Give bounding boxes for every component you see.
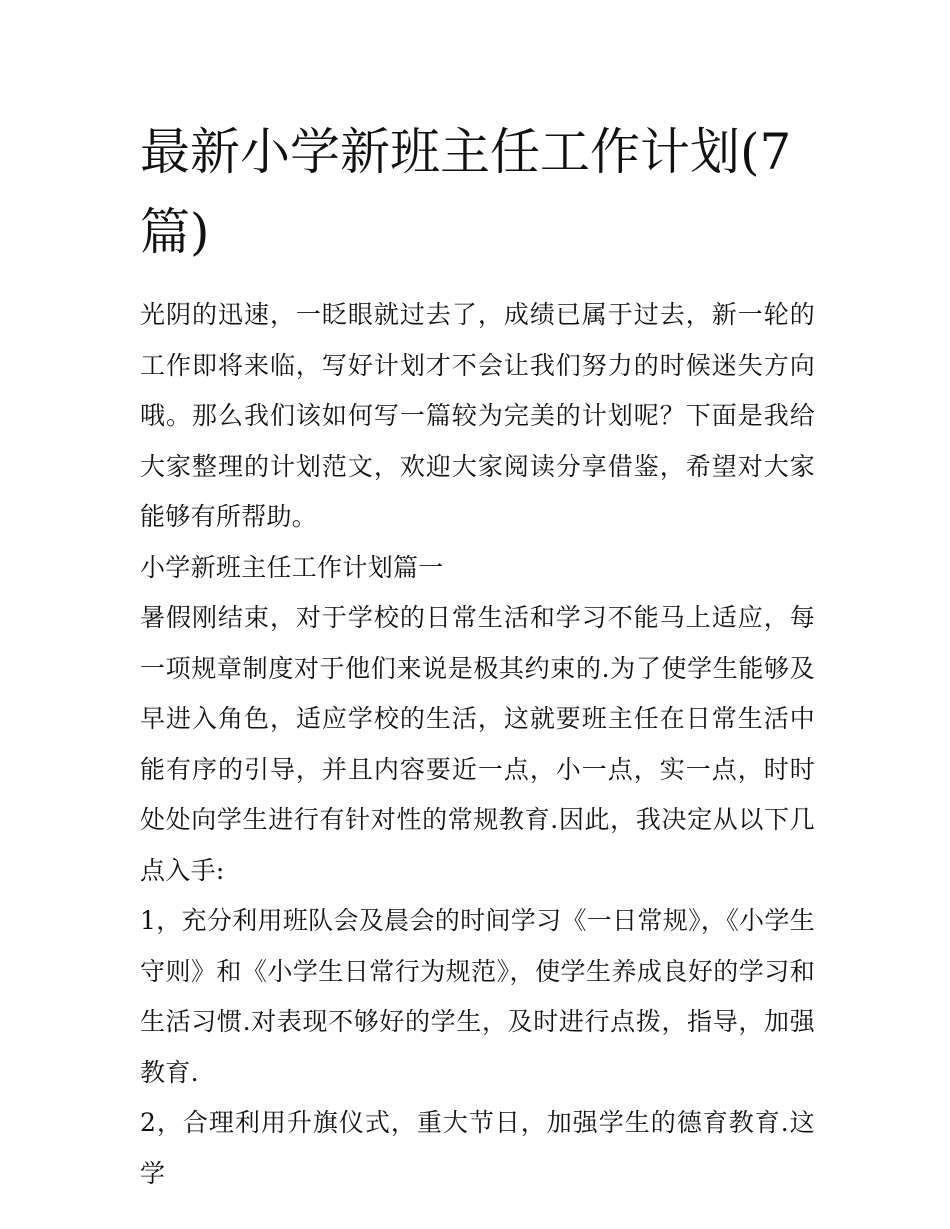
intro-paragraph: 光阴的迅速，一眨眼就过去了，成绩已属于过去，新一轮的工作即将来临，写好计划才不会让我们努力的时候迷失方向哦。那么我们该如何写一篇较为完美的计划呢？下面是我给大家整理的计划范文，欢迎大家阅读分享借鉴，希望对大家能够有所帮助。 [140,300,815,531]
section-heading: 小学新班主任工作计划篇一 [140,552,444,582]
list-item-1: 1，充分利用班队会及晨会的时间学习《一日常规》，《小学生守则》和《小学生日常行为规范》，使学生养成良好的学习和生活习惯.对表现不够好的学生，及时进行点拨，指导，加强教育. [140,906,815,1087]
body-paragraph: 暑假刚结束，对于学校的日常生活和学习不能马上适应，每一项规章制度对于他们来说是极其约束的.为了使学生能够及早进入角色，适应学校的生活，这就要班主任在日常生活中能有序的引导，并且内容要近一点，小一点，实一点，时时处处向学生进行有针对性的常规教育.因此，我决定从以下几点入手: [140,603,815,885]
document-title: 最新小学新班主任工作计划(7篇) [140,123,792,261]
document-page [140,112,815,1199]
list-item-2: 2，合理利用升旗仪式，重大节日，加强学生的德育教育.这学 [140,1108,815,1188]
